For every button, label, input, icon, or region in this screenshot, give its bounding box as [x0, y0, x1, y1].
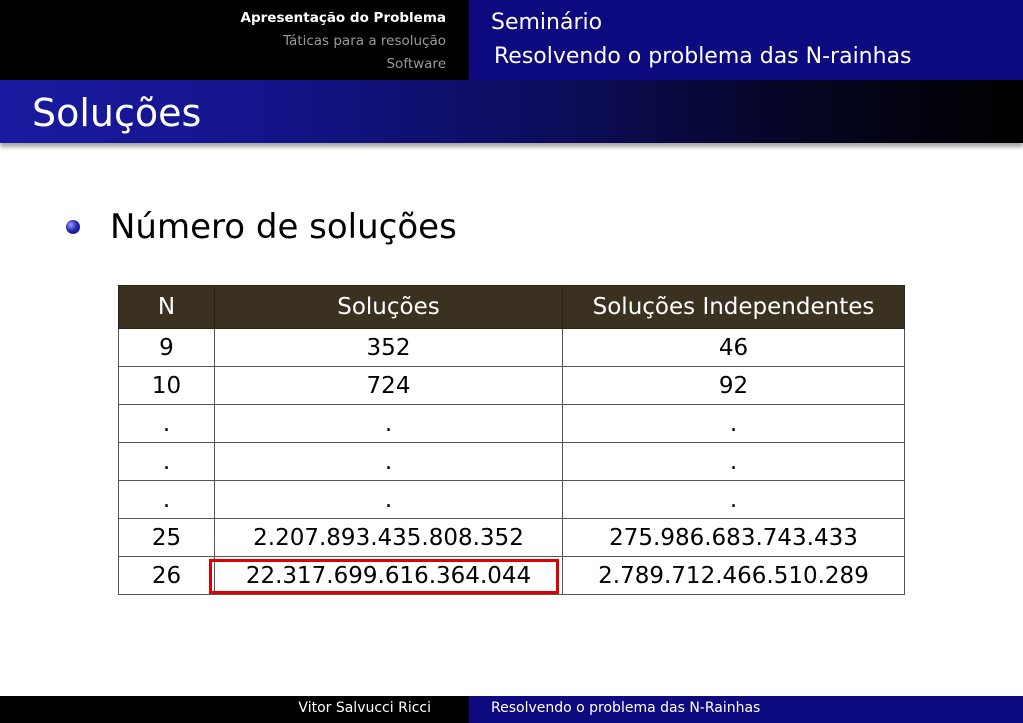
seminar-subtitle: Resolvendo o problema das N-rainhas [494, 44, 912, 69]
seminar-title: Seminário [491, 10, 603, 35]
table-cell: 26 [119, 557, 215, 595]
footer-author-panel [0, 696, 469, 723]
column-header-n: N [119, 286, 215, 329]
table-cell: 275.986.683.743.433 [563, 519, 905, 557]
column-header-independentes: Soluções Independentes [563, 286, 905, 329]
nav-item-apresentacao[interactable]: Apresentação do Problema [240, 10, 446, 26]
table-cell: . [215, 405, 563, 443]
table-cell: . [563, 443, 905, 481]
table-cell: 9 [119, 329, 215, 367]
bullet-text: Número de soluções [110, 207, 457, 247]
table-cell: 724 [215, 367, 563, 405]
table-cell: . [119, 405, 215, 443]
solutions-table [118, 285, 905, 595]
page-title: Soluções [32, 91, 202, 135]
header-nav-panel [0, 0, 469, 80]
nav-item-taticas[interactable]: Táticas para a resolução [283, 33, 446, 49]
table-row [119, 481, 905, 519]
table-cell: . [119, 481, 215, 519]
footer-title-panel [469, 696, 1023, 723]
table-cell: 10 [119, 367, 215, 405]
table-cell: 46 [563, 329, 905, 367]
table-cell: 352 [215, 329, 563, 367]
table-row [119, 557, 905, 595]
table-header-row [119, 286, 905, 329]
table-cell: 25 [119, 519, 215, 557]
table-row [119, 405, 905, 443]
table-cell: . [563, 481, 905, 519]
table-cell: 92 [563, 367, 905, 405]
bullet-icon [66, 220, 80, 234]
table-row [119, 367, 905, 405]
table-cell: 2.789.712.466.510.289 [563, 557, 905, 595]
table-cell: 2.207.893.435.808.352 [215, 519, 563, 557]
bullet-item [66, 205, 457, 249]
header-title-panel [469, 0, 1023, 80]
footer-title: Resolvendo o problema das N-Rainhas [491, 700, 761, 716]
section-nav [241, 7, 446, 76]
footer-author: Vitor Salvucci Ricci [298, 700, 431, 716]
table-row [119, 519, 905, 557]
table-cell: . [215, 443, 563, 481]
table-row [119, 443, 905, 481]
table-cell-highlighted: 22.317.699.616.364.044 [215, 557, 563, 595]
table-cell: . [215, 481, 563, 519]
table-cell: . [119, 443, 215, 481]
column-header-solucoes: Soluções [215, 286, 563, 329]
slide-title-bar [0, 80, 1023, 143]
nav-item-software[interactable]: Software [386, 56, 446, 72]
table-cell: . [563, 405, 905, 443]
table-row [119, 329, 905, 367]
